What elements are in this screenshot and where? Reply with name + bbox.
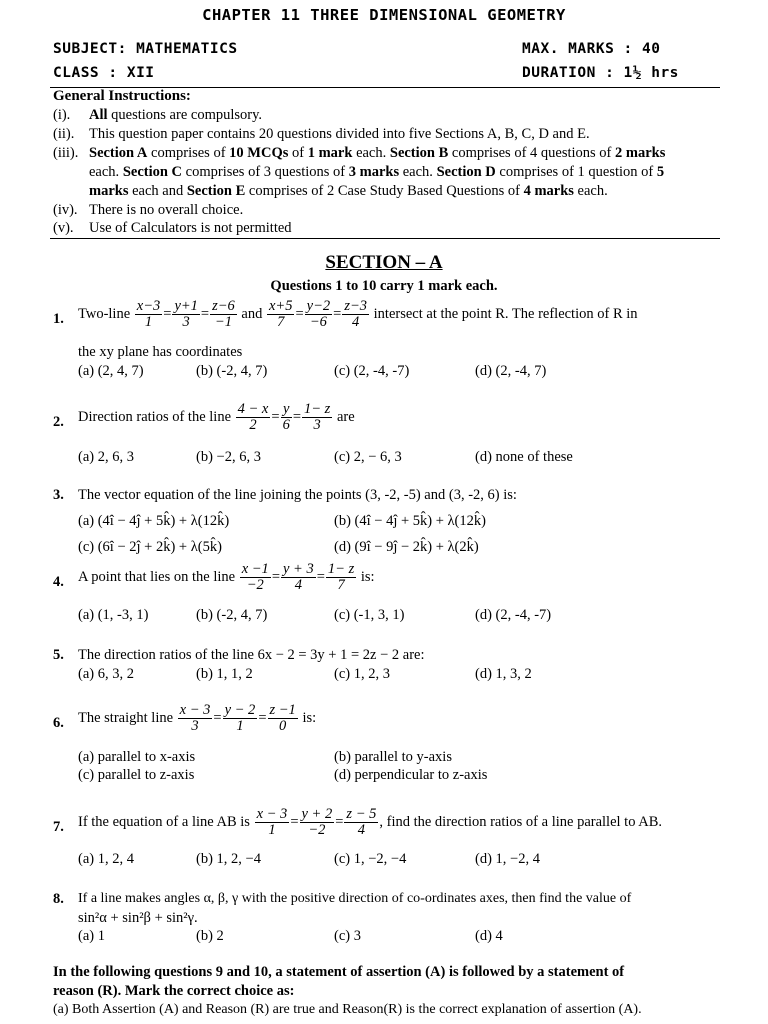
question-2-text: Direction ratios of the line $\frac{4 - x}{2}$ = $\frac{y}{6}$ = $\frac{1- z}{3}$ are — [78, 401, 355, 434]
option-b[interactable]: (b) (4î − 4ĵ + 5k̂) + λ(12k̂) — [334, 513, 486, 529]
option-a[interactable]: (a) (2, 4, 7) — [78, 363, 144, 379]
question-7-text: If the equation of a line AB is $\frac{x - 3}{1}$ = $\frac{y + 2}{-2}$ = $\frac{z - 5}{4}$ , find the direction ratios of a line parallel to AB. — [78, 806, 663, 839]
question-1-text-cont: the xy plane has coordinates — [78, 344, 243, 360]
option-d[interactable]: (d) (2, -4, -7) — [475, 607, 552, 623]
instructions-heading: General Instructions: — [53, 88, 191, 104]
question-number: 1. — [53, 311, 64, 327]
option-c[interactable]: (c) parallel to z-axis — [78, 767, 195, 783]
subject-label: SUBJECT: MATHEMATICS — [53, 41, 238, 57]
option-c[interactable]: (c) 2, − 6, 3 — [334, 449, 402, 465]
question-3-text: The vector equation of the line joining the points (3, -2, -5) and (3, -2, 6) is: — [78, 487, 517, 503]
option-a[interactable]: (a) 1 — [78, 928, 105, 944]
question-number: 4. — [53, 574, 64, 590]
question-number: 5. — [53, 647, 64, 663]
option-a[interactable]: (a) 1, 2, 4 — [78, 851, 134, 867]
option-c[interactable]: (c) (6î − 2ĵ + 2k̂) + λ(5k̂) — [78, 539, 222, 555]
option-a[interactable]: (a) 2, 6, 3 — [78, 449, 134, 465]
option-b[interactable]: (b) 1, 2, −4 — [196, 851, 261, 867]
option-c[interactable]: (c) 3 — [334, 928, 361, 944]
instruction-ii-number: (ii). — [53, 126, 75, 142]
option-b[interactable]: (b) (-2, 4, 7) — [196, 607, 268, 623]
instruction-iii-line1: Section A comprises of 10 MCQs of 1 mark each. Section B comprises of 4 questions of 2 marks — [89, 145, 666, 161]
instruction-ii: This question paper contains 20 questions divided into five Sections A, B, C, D and E. — [89, 126, 590, 142]
class-label: CLASS : XII — [53, 65, 155, 81]
max-marks-label: MAX. MARKS : 40 — [522, 41, 661, 57]
option-d[interactable]: (d) perpendicular to z-axis — [334, 767, 488, 783]
option-a[interactable]: (a) parallel to x-axis — [78, 749, 196, 765]
option-c[interactable]: (c) (-1, 3, 1) — [334, 607, 405, 623]
option-b[interactable]: (b) 2 — [196, 928, 224, 944]
question-number: 8. — [53, 891, 64, 907]
option-d[interactable]: (d) 4 — [475, 928, 503, 944]
instruction-v-number: (v). — [53, 220, 74, 236]
section-subtitle: Questions 1 to 10 carry 1 mark each. — [270, 278, 498, 294]
instructions-divider — [50, 238, 720, 239]
instruction-iv-number: (iv). — [53, 202, 78, 218]
option-b[interactable]: (b) parallel to y-axis — [334, 749, 452, 765]
instruction-i-number: (i). — [53, 107, 71, 123]
instruction-iii-line3: marks each and Section E comprises of 2 Case Study Based Questions of 4 marks each. — [89, 183, 608, 199]
question-number: 6. — [53, 715, 64, 731]
instruction-v: Use of Calculators is not permitted — [89, 220, 292, 236]
option-c[interactable]: (c) 1, 2, 3 — [334, 666, 390, 682]
instruction-i: All questions are compulsory. — [89, 107, 263, 123]
option-a[interactable]: (a) 6, 3, 2 — [78, 666, 134, 682]
chapter-title: CHAPTER 11 THREE DIMENSIONAL GEOMETRY — [202, 6, 566, 24]
option-b[interactable]: (b) (-2, 4, 7) — [196, 363, 268, 379]
option-d[interactable]: (d) none of these — [475, 449, 573, 465]
question-number: 3. — [53, 487, 64, 503]
question-8-text: If a line makes angles α, β, γ with the positive direction of co-ordinates axes, then find the value of — [78, 891, 632, 906]
option-c[interactable]: (c) 1, −2, −4 — [334, 851, 407, 867]
option-a[interactable]: (a) (1, -3, 1) — [78, 607, 149, 623]
duration-label: DURATION : 1½ hrs — [522, 65, 679, 81]
question-number: 2. — [53, 414, 64, 430]
instruction-iii-line2: each. Section C comprises of 3 questions of 3 marks each. Section D comprises of 1 question of 5 — [89, 164, 665, 180]
instruction-iii-number: (iii). — [53, 145, 79, 161]
option-d[interactable]: (d) (2, -4, 7) — [475, 363, 547, 379]
option-b[interactable]: (b) 1, 1, 2 — [196, 666, 253, 682]
section-title: SECTION – A — [325, 252, 443, 273]
option-c[interactable]: (c) (2, -4, -7) — [334, 363, 410, 379]
assertion-option-a[interactable]: (a) Both Assertion (A) and Reason (R) are true and Reason(R) is the correct explanation of assertion (A). — [53, 1002, 642, 1017]
question-1-text: Two-line $\frac{x-3}{1}$ = $\frac{y+1}{3}$ = $\frac{z-6}{-1}$ and $\frac{x+5}{7}$ = $\frac{y-2}{-6}$ = $\frac{z-3}{4}$ intersect at the point R. The reflection of R in — [78, 298, 638, 331]
question-8-text-cont: sin²α + sin²β + sin²γ. — [78, 910, 198, 926]
option-b[interactable]: (b) −2, 6, 3 — [196, 449, 261, 465]
instruction-iv: There is no overall choice. — [89, 202, 244, 218]
option-d[interactable]: (d) 1, −2, 4 — [475, 851, 540, 867]
question-5-text: The direction ratios of the line 6x − 2 = 3y + 1 = 2z − 2 are: — [78, 647, 425, 663]
assertion-instruction-line1: In the following questions 9 and 10, a statement of assertion (A) is followed by a statement of — [53, 964, 625, 980]
option-d[interactable]: (d) (9î − 9ĵ − 2k̂) + λ(2k̂) — [334, 539, 479, 555]
question-number: 7. — [53, 819, 64, 835]
question-4-text: A point that lies on the line $\frac{x -1}{-2}$ = $\frac{y + 3}{4}$ = $\frac{1- z}{7}$ is: — [78, 561, 375, 594]
option-d[interactable]: (d) 1, 3, 2 — [475, 666, 532, 682]
option-a[interactable]: (a) (4î − 4ĵ + 5k̂) + λ(12k̂) — [78, 513, 230, 529]
question-6-text: The straight line $\frac{x - 3}{3}$ = $\frac{y - 2}{1}$ = $\frac{z -1}{0}$ is: — [78, 702, 317, 735]
assertion-instruction-line2: reason (R). Mark the correct choice as: — [53, 983, 295, 999]
